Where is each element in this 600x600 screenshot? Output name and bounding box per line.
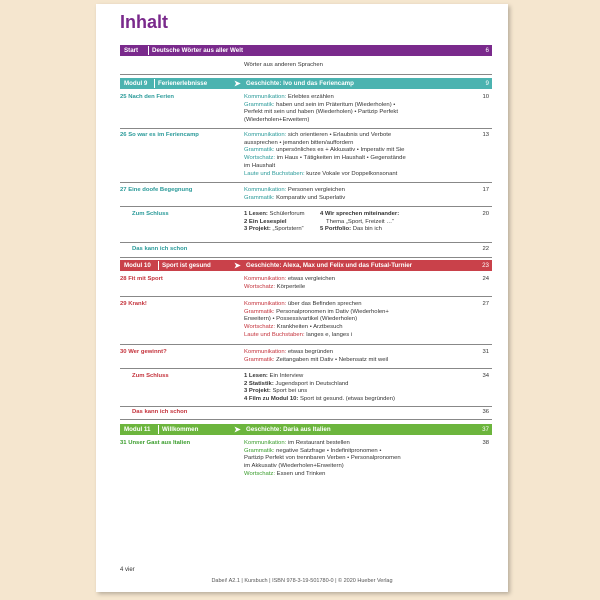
text: Personen vergleichen bbox=[286, 187, 345, 193]
lesson-title: Das kann ich schon bbox=[132, 409, 188, 415]
label: Kommunikation: bbox=[244, 276, 287, 282]
lesson-page: 36 bbox=[482, 409, 489, 415]
label: Grammatik: bbox=[244, 101, 275, 108]
label: Wortschatz: bbox=[244, 283, 275, 290]
modul9-page: 9 bbox=[485, 80, 489, 87]
text: Essen und Trinken bbox=[275, 470, 326, 477]
text: negative Satzfrage • Indefinitpronomen • bbox=[274, 447, 382, 454]
modul10-bar bbox=[120, 260, 492, 271]
text: aussprechen • jemanden bitten/auffordern bbox=[244, 139, 354, 146]
arrow-icon: ➤ bbox=[234, 79, 241, 88]
item-label: 4 Wir sprechen miteinander: bbox=[320, 211, 400, 217]
label: Laute und Buchstaben: bbox=[244, 331, 305, 338]
lesson-title: 31 Unser Gast aus Italien bbox=[120, 440, 191, 446]
text: Thema „Sport, Freizeit …“ bbox=[326, 218, 395, 225]
item-label: 1 Lesen: bbox=[244, 373, 268, 379]
lesson-title: 28 Fit mit Sport bbox=[120, 276, 163, 282]
text: (Wiederholen+Erweitern) bbox=[244, 117, 310, 124]
label: Kommunikation: bbox=[244, 301, 287, 307]
modul11-name: Willkommen bbox=[162, 426, 199, 433]
text: Körperteile bbox=[275, 283, 306, 290]
item-label: 1 Lesen: bbox=[244, 211, 268, 217]
arrow-icon: ➤ bbox=[234, 425, 241, 434]
lesson-title: 26 So war es im Feriencamp bbox=[120, 132, 199, 138]
text: Jugendsport in Deutschland bbox=[273, 380, 349, 387]
label: Kommunikation: bbox=[244, 94, 287, 100]
text: Zeitangaben mit Dativ • Nebensatz mit weil bbox=[274, 356, 389, 363]
text: im Akkusativ (Wiederholen+Erweitern) bbox=[244, 463, 344, 470]
start-bar bbox=[120, 45, 492, 56]
modul11-page: 37 bbox=[482, 426, 489, 433]
label: Grammatik: bbox=[244, 194, 275, 201]
text: Schülerforum bbox=[267, 211, 305, 217]
modul9-label: Modul 9 bbox=[124, 80, 148, 87]
label: Kommunikation: bbox=[244, 440, 287, 446]
text: Perfekt mit sein und haben (Wiederholen) • Partizip Perfekt bbox=[244, 109, 398, 116]
text: Krankheiten • Arztbesuch bbox=[275, 324, 343, 331]
lesson-title: 27 Eine doofe Begegnung bbox=[120, 187, 193, 193]
text: „Sportstern“ bbox=[270, 226, 304, 233]
modul9-name: Ferienerlebnisse bbox=[158, 80, 208, 87]
label: Grammatik: bbox=[244, 308, 275, 315]
item-label: 3 Projekt: bbox=[244, 226, 271, 233]
text: Partizip Perfekt von trennbaren Verben • Personalpronomen bbox=[244, 455, 401, 462]
modul11-story: Geschichte: Daria aus Italien bbox=[246, 426, 331, 433]
lesson-page: 38 bbox=[482, 440, 489, 446]
text: Erweitern) • Possessivartikel (Wiederholen) bbox=[244, 316, 358, 323]
label: Kommunikation: bbox=[244, 187, 287, 193]
label: Wortschatz: bbox=[244, 155, 275, 162]
label: Grammatik: bbox=[244, 356, 275, 363]
text: kurze Vokale vor Doppelkonsonant bbox=[304, 170, 398, 177]
lesson-title: 30 Wer gewinnt? bbox=[120, 349, 167, 355]
text: Das bin ich bbox=[351, 226, 382, 233]
lesson-page: 17 bbox=[482, 187, 489, 193]
lesson-page: 27 bbox=[482, 301, 489, 307]
start-sub: Wörter aus anderen Sprachen bbox=[244, 62, 323, 68]
text: im Haus • Tätigkeiten im Haushalt • Gegenstände bbox=[275, 155, 406, 162]
modul10-story: Geschichte: Alexa, Max und Felix und das Futsal-Turnier bbox=[246, 262, 413, 269]
page-number: 4 vier bbox=[120, 567, 135, 573]
text: Erlebtes erzählen bbox=[286, 94, 334, 100]
lesson-title: Das kann ich schon bbox=[132, 246, 188, 252]
arrow-icon: ➤ bbox=[234, 261, 241, 270]
text: über das Befinden sprechen bbox=[286, 301, 362, 307]
text: haben und sein im Präteritum (Wiederholen) • bbox=[274, 101, 396, 108]
item-label: 3 Projekt: bbox=[244, 388, 271, 395]
item-label: 2 Ein Lesespiel bbox=[244, 218, 287, 225]
modul10-page: 23 bbox=[482, 262, 489, 269]
lesson-page: 34 bbox=[482, 373, 489, 379]
label: Grammatik: bbox=[244, 447, 275, 454]
text: unpersönliches es + Akkusativ • Imperativ mit Sie bbox=[274, 147, 405, 154]
lesson-page: 31 bbox=[482, 349, 489, 355]
lesson-page: 20 bbox=[482, 211, 489, 217]
label: Grammatik: bbox=[244, 147, 275, 154]
text: Komparativ und Superlativ bbox=[274, 194, 346, 201]
modul11-label: Modul 11 bbox=[124, 426, 151, 433]
toc-page bbox=[96, 4, 508, 592]
label: Laute und Buchstaben: bbox=[244, 170, 305, 177]
text: etwas begründen bbox=[286, 349, 334, 355]
label: Wortschatz: bbox=[244, 324, 275, 331]
lesson-page: 13 bbox=[482, 132, 489, 138]
start-page: 6 bbox=[485, 47, 489, 54]
text: etwas vergleichen bbox=[286, 276, 336, 282]
modul10-name: Sport ist gesund bbox=[162, 262, 211, 269]
modul10-label: Modul 10 bbox=[124, 262, 151, 269]
text: Sport bei uns bbox=[270, 388, 308, 395]
text: sich orientieren • Erlaubnis und Verbote bbox=[286, 132, 392, 138]
modul11-bar bbox=[120, 424, 492, 435]
start-label: Start bbox=[124, 47, 139, 54]
modul9-bar bbox=[120, 78, 492, 89]
footer: Dabei! A2.1 | Kursbuch | ISBN 978-3-19-501780-0 | © 2020 Hueber Verlag bbox=[211, 578, 393, 584]
text: Ein Interview bbox=[267, 373, 304, 379]
text: langes e, langes i bbox=[304, 331, 353, 338]
text: im Restaurant bestellen bbox=[286, 440, 350, 446]
modul9-story: Geschichte: Ivo und das Feriencamp bbox=[246, 80, 354, 87]
item-label: 4 Film zu Modul 10: bbox=[244, 396, 299, 403]
text: Personalpronomen im Dativ (Wiederholen+ bbox=[274, 308, 389, 315]
lesson-title: 29 Krank! bbox=[120, 301, 147, 307]
item-label: 5 Portfolio: bbox=[320, 226, 352, 233]
lesson-page: 10 bbox=[482, 94, 489, 100]
lesson-page: 22 bbox=[482, 246, 489, 252]
page-title: Inhalt bbox=[120, 12, 168, 32]
label: Kommunikation: bbox=[244, 132, 287, 138]
lesson-title: Zum Schluss bbox=[132, 211, 169, 217]
lesson-page: 24 bbox=[482, 276, 489, 282]
item-label: 2 Statistik: bbox=[244, 380, 274, 387]
lesson-title: 25 Nach den Ferien bbox=[120, 94, 175, 100]
lesson-title: Zum Schluss bbox=[132, 373, 169, 379]
label: Kommunikation: bbox=[244, 349, 287, 355]
text: im Haushalt bbox=[244, 162, 276, 169]
text: Sport ist gesund. (etwas begründen) bbox=[298, 396, 395, 403]
start-topic: Deutsche Wörter aus aller Welt bbox=[152, 47, 244, 54]
label: Wortschatz: bbox=[244, 470, 275, 477]
